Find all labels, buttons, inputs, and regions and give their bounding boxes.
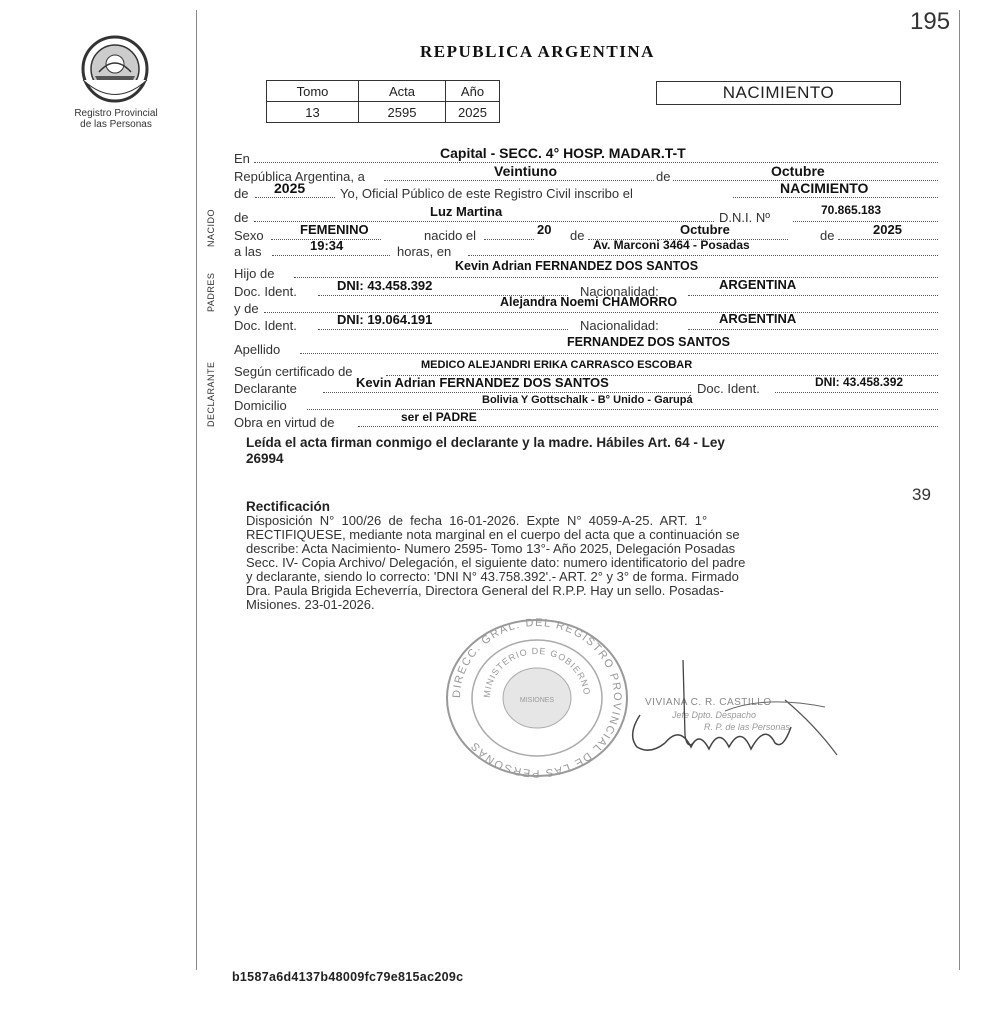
birth-day-dotted-line: [484, 239, 534, 240]
mother-doc-value: DNI: 19.064.191: [337, 312, 433, 327]
document-title: REPUBLICA ARGENTINA: [420, 42, 655, 61]
rectificacion-title: Rectificación: [246, 499, 331, 514]
oficial-text: Yo, Oficial Público de este Registro Civil inscribo el: [340, 186, 633, 201]
right-margin-line: [959, 10, 960, 970]
declarante-doc-label: Doc. Ident.: [697, 381, 760, 396]
obra-label: Obra en virtud de: [234, 415, 335, 430]
birth-de-label: de: [570, 228, 585, 243]
signature-role-line1: Jefe Dpto. Despacho: [672, 710, 757, 720]
table-header-tomo: Tomo: [267, 81, 359, 102]
time-dotted-line: [272, 255, 390, 256]
nombre-label: de: [234, 210, 249, 225]
register-table-value-row: [267, 102, 500, 123]
table-value-acta: 2595: [359, 102, 446, 123]
annotation-number: 39: [912, 485, 931, 504]
child-dni-value: 70.865.183: [821, 203, 882, 217]
apellido-label: Apellido: [234, 342, 281, 357]
en-label: En: [234, 151, 250, 166]
rectificacion-line-5: y declarante, siendo lo correcto: 'DNI N° 43.758.392'.- ART. 2° y 3° de forma. Firmado: [246, 569, 739, 584]
en-dotted-line: [254, 162, 938, 163]
mother-nationality-dotted-line: [688, 329, 938, 330]
declarante-doc-value: DNI: 43.458.392: [815, 375, 904, 389]
provincial-seal-logo: [75, 34, 155, 104]
month-value: Octubre: [771, 163, 825, 179]
signature-name: VIVIANA C. R. CASTILLO: [645, 697, 772, 708]
rectificacion-line-2: RECTIFIQUESE, mediante nota marginal en el cuerpo del acta que a continuación se: [246, 527, 740, 542]
birth-place-value: Av. Marconi 3464 - Posadas: [593, 238, 750, 252]
closing-statement-line1: Leída el acta firman conmigo el declarante y la madre. Hábiles Art. 64 - Ley: [246, 435, 725, 450]
child-name-value: Luz Martina: [430, 204, 503, 219]
birth-de2-label: de: [820, 228, 835, 243]
rectificacion-line-7: Misiones. 23-01-2026.: [246, 597, 375, 612]
apellido-dotted-line: [300, 353, 938, 354]
hijo-label: Hijo de: [234, 266, 275, 281]
side-label-padres: PADRES: [206, 272, 216, 312]
declarante-dotted-line: [323, 392, 691, 393]
side-label-declarante: DECLARANTE: [206, 361, 216, 427]
father-nationality-dotted-line: [688, 295, 938, 296]
stamp-center-text: MISIONES: [519, 697, 555, 704]
mother-doc-label: Doc. Ident.: [234, 318, 297, 333]
rectificacion-line-6: Dra. Paula Brigida Echeverría, Directora General del R.P.P. Hay un sello. Posadas-: [246, 583, 724, 598]
apellido-value: FERNANDEZ DOS SANTOS: [567, 335, 730, 349]
rectificacion-line-3: describe: Acta Nacimiento- Numero 2595- Tomo 13°- Año 2025, Delegación Posadas: [246, 541, 736, 556]
birth-month-value: Octubre: [680, 222, 730, 237]
page-number: 195: [910, 8, 951, 35]
record-type-label: NACIMIENTO: [722, 83, 835, 102]
left-margin-line: [196, 10, 197, 970]
rectificacion-line-1: Disposición N° 100/26 de fecha 16-01-2026. Expte N° 4059-A-25. ART. 1°: [246, 513, 708, 528]
birth-year-value: 2025: [873, 222, 902, 237]
table-header-acta: Acta: [359, 81, 446, 102]
register-table-header-row: [267, 81, 500, 102]
sexo-label: Sexo: [234, 228, 264, 243]
document-hash: b1587a6d4137b48009fc79e815ac209c: [232, 970, 464, 984]
birth-year-dotted-line: [838, 239, 938, 240]
birth-time-value: 19:34: [310, 238, 344, 253]
declarante-value: Kevin Adrian FERNANDEZ DOS SANTOS: [356, 375, 609, 390]
dni-label: D.N.I. Nº: [719, 210, 770, 225]
father-doc-value: DNI: 43.458.392: [337, 278, 433, 293]
nacido-label: nacido el: [424, 228, 477, 243]
place-dotted-line: [468, 255, 938, 256]
table-header-anio: Año: [446, 81, 500, 102]
birth-day-value: 20: [537, 222, 552, 237]
mother-doc-dotted-line: [318, 329, 568, 330]
year-dotted-line: [255, 197, 335, 198]
father-name-value: Kevin Adrian FERNANDEZ DOS SANTOS: [455, 259, 699, 273]
inscribe-type-value: NACIMIENTO: [780, 180, 869, 196]
handwritten-signature: [625, 655, 845, 765]
father-doc-label: Doc. Ident.: [234, 284, 297, 299]
record-type-box: [656, 81, 901, 105]
register-table: [266, 80, 500, 123]
a-las-label: a las: [234, 244, 262, 259]
de2-label: de: [234, 186, 249, 201]
father-nationality-value: ARGENTINA: [719, 277, 797, 292]
stamp-inner-text: MINISTERIO DE GOBIERNO: [481, 645, 593, 699]
republica-label: República Argentina, a: [234, 169, 365, 184]
table-value-tomo: 13: [267, 102, 359, 123]
father-nationality-label: Nacionalidad:: [580, 284, 659, 299]
domicilio-value: Bolivia Y Gottschalk - B° Unido - Garupá: [482, 394, 693, 406]
declarante-label: Declarante: [234, 381, 297, 396]
logo-caption-line1: Registro Provincial: [74, 108, 158, 119]
mother-nationality-label: Nacionalidad:: [580, 318, 659, 333]
certificado-value: MEDICO ALEJANDRI ERIKA CARRASCO ESCOBAR: [421, 359, 693, 371]
domicilio-label: Domicilio: [234, 398, 287, 413]
obra-dotted-line: [358, 426, 938, 427]
mother-name-value: Alejandra Noemi CHAMORRO: [500, 295, 678, 309]
rectificacion-line-4: Secc. IV- Copia Archivo/ Delegación, el siguiente dato: numero identificatorio del padre: [246, 555, 746, 570]
registry-office-value: Capital - SECC. 4° HOSP. MADAR.T-T: [440, 145, 686, 161]
signature-role-line2: R. P. de las Personas: [704, 722, 790, 732]
declarante-doc-dotted-line: [775, 392, 938, 393]
day-words-value: Veintiuno: [494, 163, 557, 179]
side-label-nacido: NACIDO: [206, 208, 216, 247]
mother-nationality-value: ARGENTINA: [719, 311, 797, 326]
obra-value: ser el PADRE: [401, 410, 477, 424]
sexo-value: FEMENINO: [300, 222, 369, 237]
logo-caption-line2: de las Personas: [80, 119, 152, 130]
table-value-anio: 2025: [446, 102, 500, 123]
y-de-label: y de: [234, 301, 259, 316]
horas-label: horas, en: [397, 244, 452, 259]
stamp-outer-text: DIRECC. GRAL. DEL REGISTRO PROVINCIAL DE LAS PERSONAS: [450, 618, 624, 778]
de-label: de: [656, 169, 671, 184]
official-stamp: [442, 618, 632, 778]
dni-dotted-line: [793, 221, 938, 222]
certificado-label: Según certificado de: [234, 364, 353, 379]
closing-statement-line2: 26994: [246, 451, 284, 466]
year-value: 2025: [274, 180, 306, 196]
inscribe-dotted-line: [733, 197, 938, 198]
